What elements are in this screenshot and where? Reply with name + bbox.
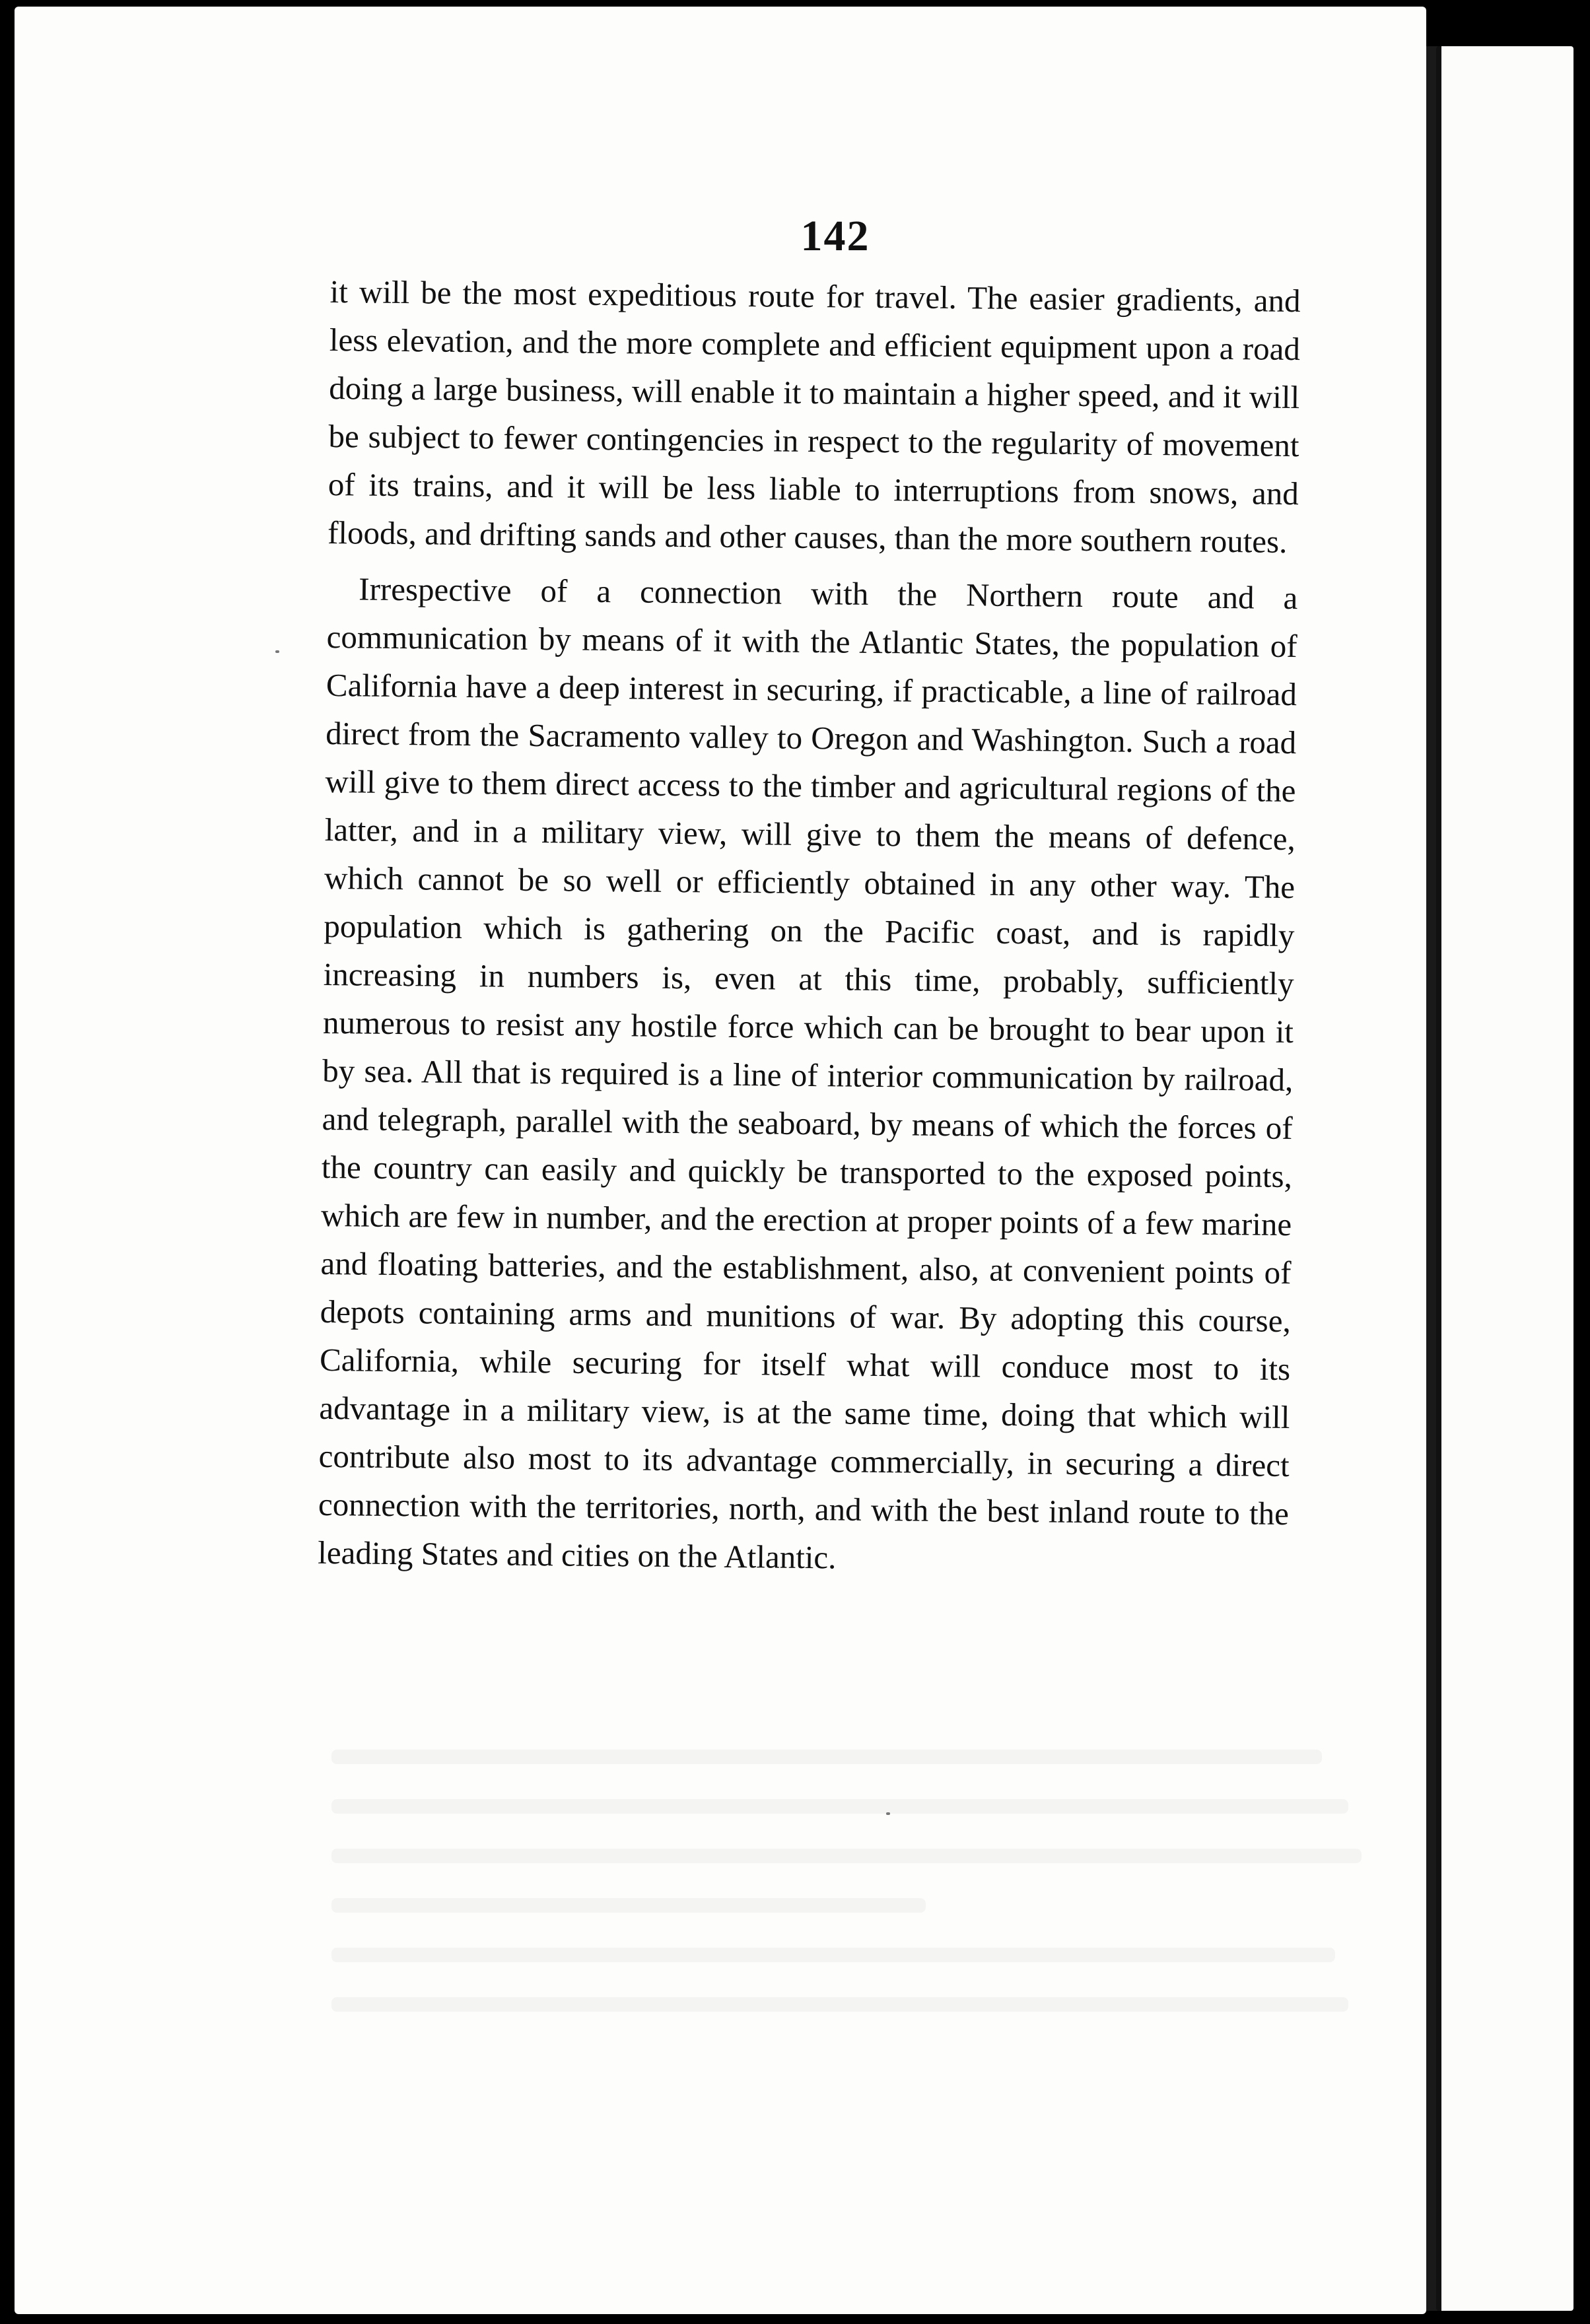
dust-speck <box>886 1812 890 1815</box>
bleed-through-line <box>331 1997 1348 2012</box>
facing-page-edge <box>1436 46 1573 2311</box>
bleed-through-line <box>331 1948 1335 1962</box>
bleed-through-line <box>331 1849 1362 1863</box>
paragraph-2: Irrespective of a connection with the Northern route and a communication by means of it with the Atlantic States, the population of California have a deep interest in securing, if practicable, a line of railroad direct from the Sacramento valley to Oregon and Washington. Such a road will give to them direct access to the timber and agricultural regions of the latter, and in a military view, will give to them the means of defence, which cannot be so well or efficiently obtained in any other way. The population which is gathering on the Pacific coast, and is rapidly increasing in numbers is, even at this time, probably, sufficiently numerous to resist any hostile force which can be brought to bear upon it by sea. All that is required is a line of interior communication by railroad, and telegraph, parallel with the seaboard, by means of which the forces of the country can easily and quickly be transported to the exposed points, which are few in number, and the erection at proper points of a few marine and floating batteries, and the establishment, also, at convenient points of depots containing arms and munitions of war. By adopting this course, California, while securing for itself what will conduce most to its advantage in a military view, is at the same time, doing that which will contribute also most to its advantage commercially, in securing a direct connection with the territories, north, and with the best inland route to the leading States and cities on the Atlantic. <box>318 570 1298 1576</box>
paragraph-1: it will be the most expeditious route for travel. The easier gradients, and less elevation, and the more complete and efficient equipment upon a road doing a large business, will enable it to maintain a higher speed, and it will be subject to fewer contingencies in respect to the regularity of movement of its trains, and it will be less liable to interruptions from snows, and floods, and drifting sands and other causes, than the more southern routes. <box>327 273 1301 560</box>
page-number: 142 <box>800 212 870 260</box>
bleed-through-line <box>331 1799 1348 1814</box>
bleed-through-line <box>331 1750 1322 1764</box>
bleed-through-line <box>331 1898 926 1913</box>
body-text <box>318 267 1301 1586</box>
dust-speck <box>275 650 279 653</box>
